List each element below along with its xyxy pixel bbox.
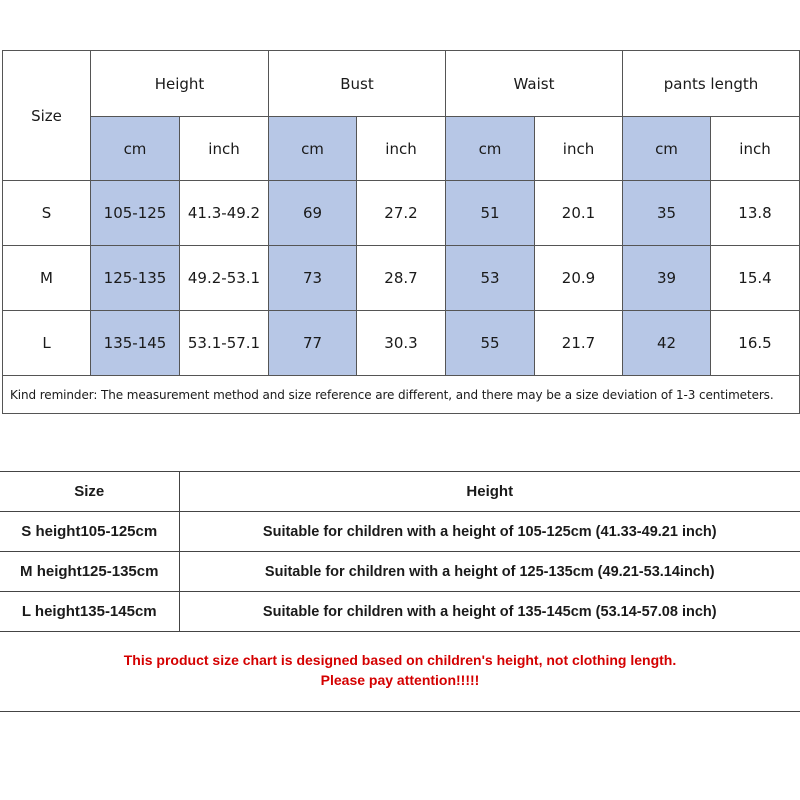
pants-inch-cell: 16.5 (711, 311, 800, 376)
height-guide-table (0, 471, 800, 632)
pants-cm-cell: 42 (623, 311, 711, 376)
unit-inch-header: inch (180, 117, 269, 181)
size-height-cell: S height105-125cm (0, 512, 179, 552)
height-cm-cell: 125-135 (91, 246, 180, 311)
height-group-header: Height (91, 51, 269, 117)
unit-inch-header: inch (711, 117, 800, 181)
pants-inch-cell: 13.8 (711, 181, 800, 246)
bust-inch-cell: 30.3 (357, 311, 446, 376)
size-row-m (3, 246, 800, 311)
waist-cm-cell: 51 (446, 181, 535, 246)
waist-cm-cell: 53 (446, 246, 535, 311)
unit-cm-header: cm (623, 117, 711, 181)
size-notice (0, 650, 800, 690)
height-guide-row (0, 592, 800, 632)
size-cell: L (3, 311, 91, 376)
height-cm-cell: 105-125 (91, 181, 180, 246)
height-header: Height (179, 472, 800, 512)
height-inch-cell: 53.1-57.1 (180, 311, 269, 376)
reminder-row (3, 376, 800, 414)
bust-cm-cell: 69 (269, 181, 357, 246)
size-height-cell: M height125-135cm (0, 552, 179, 592)
waist-cm-cell: 55 (446, 311, 535, 376)
bust-group-header: Bust (269, 51, 446, 117)
height-inch-cell: 41.3-49.2 (180, 181, 269, 246)
notice-line-2: Please pay attention!!!!! (320, 672, 480, 688)
bottom-divider (0, 711, 800, 712)
height-guide-row (0, 552, 800, 592)
waist-inch-cell: 20.9 (535, 246, 623, 311)
bust-inch-cell: 27.2 (357, 181, 446, 246)
size-chart-table (2, 50, 800, 414)
size-header: Size (3, 51, 91, 181)
waist-inch-cell: 21.7 (535, 311, 623, 376)
pants-inch-cell: 15.4 (711, 246, 800, 311)
height-guide-row (0, 512, 800, 552)
unit-inch-header: inch (535, 117, 623, 181)
pants-cm-cell: 39 (623, 246, 711, 311)
height-inch-cell: 49.2-53.1 (180, 246, 269, 311)
size-header: Size (0, 472, 179, 512)
bust-cm-cell: 77 (269, 311, 357, 376)
size-row-l (3, 311, 800, 376)
size-row-s (3, 181, 800, 246)
size-chart-unit-row (3, 117, 800, 181)
pants-cm-cell: 35 (623, 181, 711, 246)
size-cell: M (3, 246, 91, 311)
size-height-cell: L height135-145cm (0, 592, 179, 632)
height-description-cell: Suitable for children with a height of 125-135cm (49.21-53.14inch) (179, 552, 800, 592)
kind-reminder-text: Kind reminder: The measurement method and size reference are different, and there may be a size deviation of 1-3 centimeters. (3, 376, 800, 414)
height-description-cell: Suitable for children with a height of 105-125cm (41.33-49.21 inch) (179, 512, 800, 552)
height-description-cell: Suitable for children with a height of 135-145cm (53.14-57.08 inch) (179, 592, 800, 632)
height-cm-cell: 135-145 (91, 311, 180, 376)
bust-inch-cell: 28.7 (357, 246, 446, 311)
waist-inch-cell: 20.1 (535, 181, 623, 246)
size-cell: S (3, 181, 91, 246)
size-chart-header-row (3, 51, 800, 117)
unit-cm-header: cm (91, 117, 180, 181)
waist-group-header: Waist (446, 51, 623, 117)
height-guide-header-row (0, 472, 800, 512)
bust-cm-cell: 73 (269, 246, 357, 311)
notice-line-1: This product size chart is designed based on children's height, not clothing length. (123, 652, 677, 668)
unit-cm-header: cm (446, 117, 535, 181)
pants-length-group-header: pants length (623, 51, 800, 117)
unit-cm-header: cm (269, 117, 357, 181)
unit-inch-header: inch (357, 117, 446, 181)
